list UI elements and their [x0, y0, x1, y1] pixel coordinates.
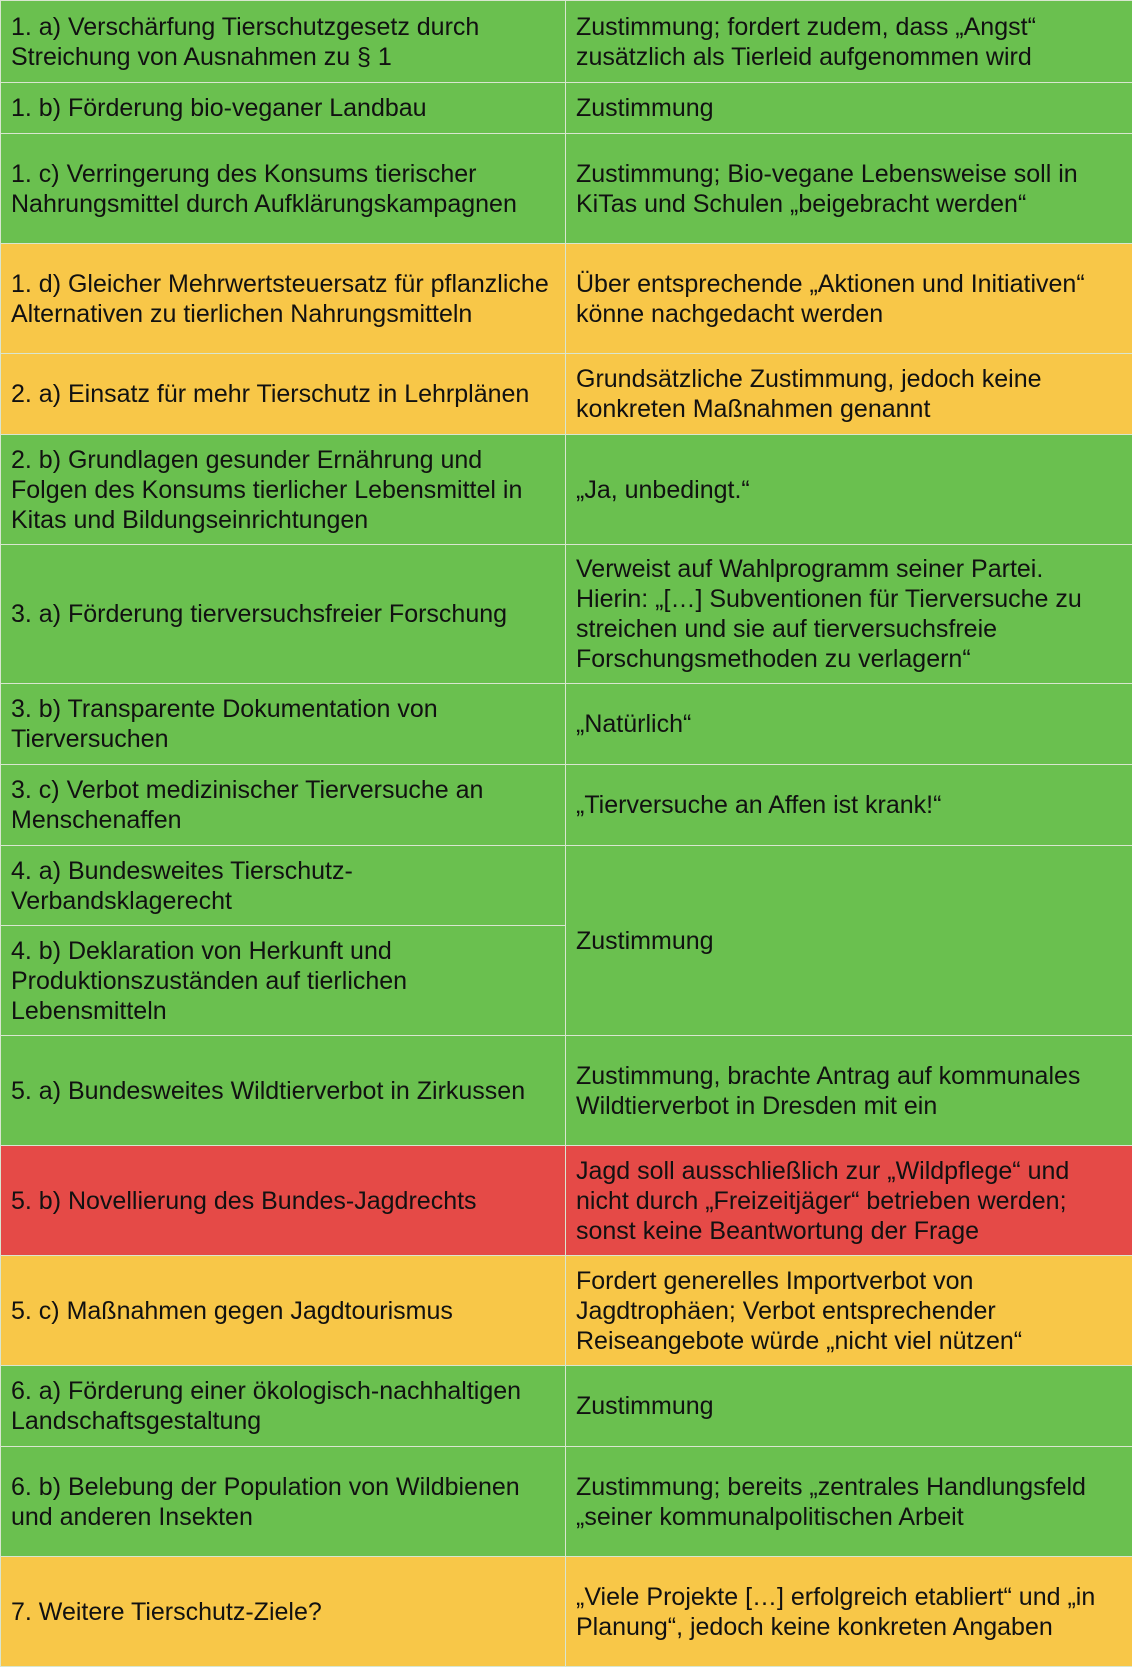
topic-cell: 3. a) Förderung tierversuchsfreier Forschung	[1, 545, 566, 684]
topic-cell: 4. a) Bundesweites Tierschutz-Verbandsklagerecht	[1, 846, 566, 926]
answer-cell: Zustimmung; Bio-vegane Lebensweise soll in KiTas und Schulen „beigebracht werden“	[566, 134, 1132, 244]
table-row	[1, 545, 1132, 684]
table-row	[1, 1256, 1132, 1366]
table-row	[1, 1447, 1132, 1557]
answer-cell: „Viele Projekte […] erfolgreich etabliert“ und „in Planung“, jedoch keine konkreten Angaben	[566, 1557, 1132, 1667]
table-row	[1, 684, 1132, 765]
table-row	[1, 1036, 1132, 1146]
answer-cell: Fordert generelles Importverbot von Jagdtrophäen; Verbot entsprechender Reiseangebote würde „nicht viel nützen“	[566, 1256, 1132, 1366]
topic-cell: 7. Weitere Tierschutz-Ziele?	[1, 1557, 566, 1667]
table-row	[1, 435, 1132, 545]
answer-cell: Über entsprechende „Aktionen und Initiativen“ könne nachgedacht werden	[566, 244, 1132, 354]
topic-cell: 3. c) Verbot medizinischer Tierversuche an Menschenaffen	[1, 765, 566, 846]
table-row	[1, 846, 1132, 926]
topic-cell: 2. b) Grundlagen gesunder Ernährung und Folgen des Konsums tierlicher Lebensmittel in Kitas und Bildungseinrichtungen	[1, 435, 566, 545]
answer-cell: Zustimmung	[566, 1366, 1132, 1447]
answer-cell: Zustimmung	[566, 83, 1132, 134]
table-row	[1, 1, 1132, 83]
answer-cell: Zustimmung	[566, 846, 1132, 1036]
answer-cell: Zustimmung; bereits „zentrales Handlungsfeld „seiner kommunalpolitischen Arbeit	[566, 1447, 1132, 1557]
table-row	[1, 1146, 1132, 1256]
answer-cell: „Ja, unbedingt.“	[566, 435, 1132, 545]
topic-cell: 1. d) Gleicher Mehrwertsteuersatz für pflanzliche Alternativen zu tierlichen Nahrungsmitteln	[1, 244, 566, 354]
answer-cell: „Natürlich“	[566, 684, 1132, 765]
table-row	[1, 244, 1132, 354]
table-row	[1, 1366, 1132, 1447]
topic-cell: 6. b) Belebung der Population von Wildbienen und anderen Insekten	[1, 1447, 566, 1557]
table-row	[1, 1557, 1132, 1667]
answer-cell: Zustimmung, brachte Antrag auf kommunales Wildtierverbot in Dresden mit ein	[566, 1036, 1132, 1146]
answer-cell: Jagd soll ausschließlich zur „Wildpflege“ und nicht durch „Freizeitjäger“ betrieben werden; sonst keine Beantwortung der Frage	[566, 1146, 1132, 1256]
topic-cell: 4. b) Deklaration von Herkunft und Produktionszuständen auf tierlichen Lebensmitteln	[1, 926, 566, 1036]
topic-cell: 6. a) Förderung einer ökologisch-nachhaltigen Landschaftsgestaltung	[1, 1366, 566, 1447]
answer-cell: Grundsätzliche Zustimmung, jedoch keine konkreten Maßnahmen genannt	[566, 354, 1132, 435]
answer-cell: Zustimmung; fordert zudem, dass „Angst“ zusätzlich als Tierleid aufgenommen wird	[566, 1, 1132, 83]
answer-cell: Verweist auf Wahlprogramm seiner Partei. Hierin: „[…] Subventionen für Tierversuche zu streichen und sie auf tierversuchsfreie Forschungsmethoden zu verlagern“	[566, 545, 1132, 684]
table-row	[1, 765, 1132, 846]
table-row	[1, 83, 1132, 134]
topic-cell: 5. c) Maßnahmen gegen Jagdtourismus	[1, 1256, 566, 1366]
topic-cell: 3. b) Transparente Dokumentation von Tierversuchen	[1, 684, 566, 765]
topic-cell: 1. c) Verringerung des Konsums tierischer Nahrungsmittel durch Aufklärungskampagnen	[1, 134, 566, 244]
topic-cell: 1. b) Förderung bio-veganer Landbau	[1, 83, 566, 134]
table-row	[1, 134, 1132, 244]
topic-cell: 2. a) Einsatz für mehr Tierschutz in Lehrplänen	[1, 354, 566, 435]
answer-cell: „Tierversuche an Affen ist krank!“	[566, 765, 1132, 846]
topic-cell: 5. b) Novellierung des Bundes-Jagdrechts	[1, 1146, 566, 1256]
topic-cell: 5. a) Bundesweites Wildtierverbot in Zirkussen	[1, 1036, 566, 1146]
topic-cell: 1. a) Verschärfung Tierschutzgesetz durch Streichung von Ausnahmen zu § 1	[1, 1, 566, 83]
table-row	[1, 354, 1132, 435]
